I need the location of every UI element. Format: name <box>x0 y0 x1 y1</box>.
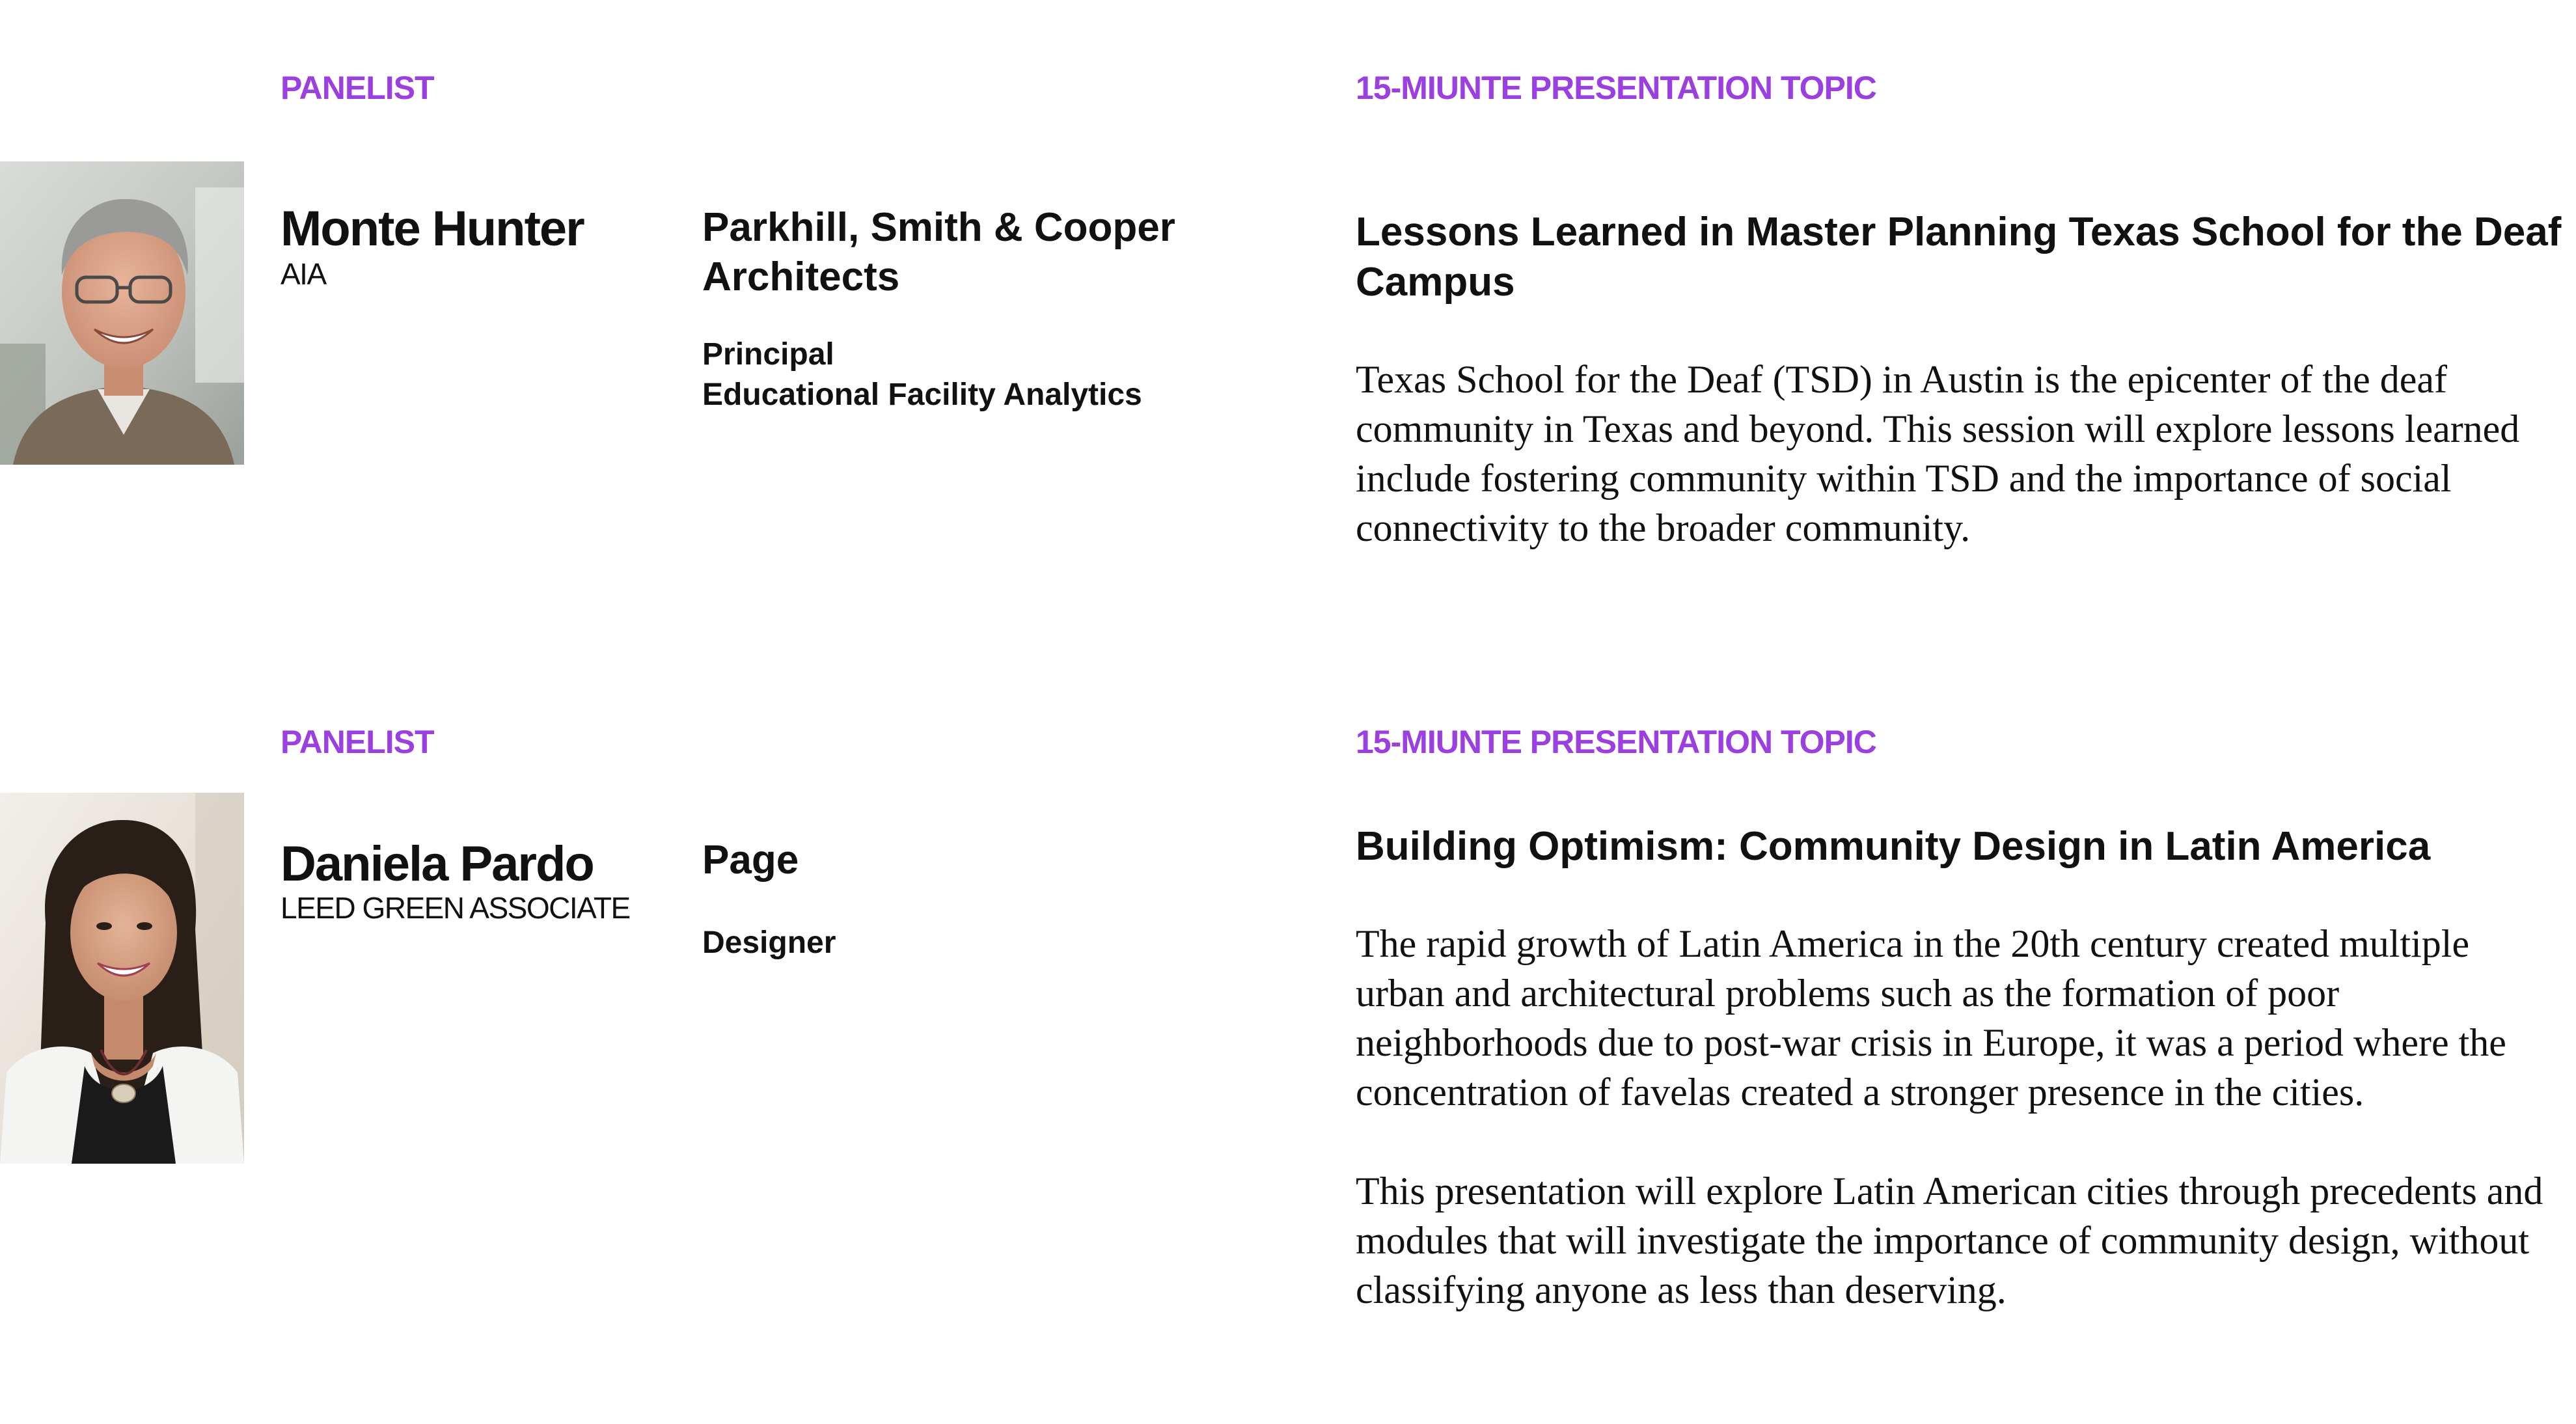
topic-label: 15-MIUNTE PRESENTATION TOPIC <box>1356 724 1876 760</box>
role-line: Designer <box>702 925 836 960</box>
topic-description <box>1356 355 2566 553</box>
panelist-section-2 <box>0 651 2576 1424</box>
panelist-firm: Parkhill, Smith & Cooper Architects <box>702 205 1175 299</box>
panelist-credential: LEED GREEN ASSOCIATE <box>281 891 630 925</box>
panelist-photo <box>0 161 244 465</box>
panelist-firm: Page <box>702 838 799 883</box>
panelist-name: Daniela Pardo <box>281 836 594 892</box>
topic-paragraph: Texas School for the Deaf (TSD) in Austin is the epicenter of the deaf community in Texas and beyond. This session will explore lessons learned include fostering community within TSD and the importance of social connectivity to the broader community. <box>1356 358 2520 549</box>
role-line: Educational Facility Analytics <box>702 377 1142 412</box>
topic-description <box>1356 919 2566 1315</box>
portrait-man-icon <box>0 161 244 465</box>
topic-title: Lessons Learned in Master Planning Texas School for the Deaf Campus <box>1356 210 2562 305</box>
panelist-role <box>702 923 1275 963</box>
panelist-label: PANELIST <box>281 724 434 760</box>
topic-paragraph: This presentation will explore Latin American cities through precedents and modules that will investigate the importance of community design, without classifying anyone as less than deserving. <box>1356 1170 2543 1311</box>
topic-title: Building Optimism: Community Design in Latin America <box>1356 824 2431 869</box>
panelist-credential: AIA <box>281 257 326 291</box>
panelist-role <box>702 335 1275 415</box>
topic-label: 15-MIUNTE PRESENTATION TOPIC <box>1356 70 1876 106</box>
topic-paragraph: The rapid growth of Latin America in the 20th century created multiple urban and architectural problems such as the formation of poor neighborhoods due to post-war crisis in Europe, it was a period where the concentration of favelas created a stronger presence in the cities. <box>1356 922 2506 1114</box>
panelist-photo <box>0 793 244 1164</box>
panelist-section-1 <box>0 0 2576 651</box>
panelist-label: PANELIST <box>281 70 434 106</box>
role-line: Principal <box>702 337 834 372</box>
panelist-name: Monte Hunter <box>281 201 584 256</box>
portrait-woman-icon <box>0 793 244 1164</box>
